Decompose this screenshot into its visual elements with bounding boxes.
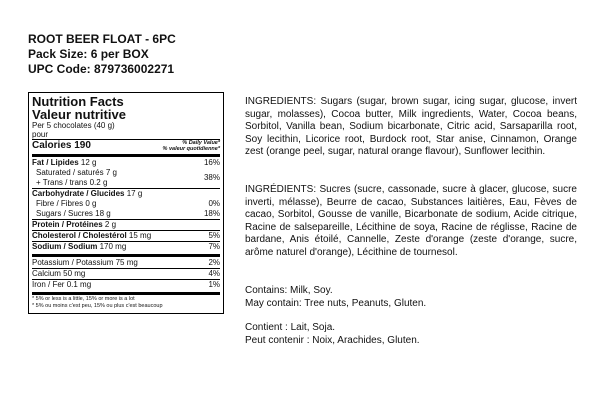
nutrient-amount: 2 g: [104, 220, 117, 229]
nutrient-amount: 12 g: [80, 158, 97, 167]
divider: [32, 154, 220, 157]
nutrient-amount: 15 mg: [128, 231, 152, 240]
may-contain-en: May contain: Tree nuts, Peanuts, Gluten.: [245, 297, 427, 309]
nutrient-row: [32, 199, 220, 209]
nutrient-label: Potassium / Potassium: [32, 258, 114, 267]
nutrient-amount: 17 g: [126, 189, 143, 198]
nutrition-title-fr: Valeur nutritive: [32, 107, 126, 122]
footnote-fr: * 5% ou moins c'est peu, 15% ou plus c'est beaucoup: [32, 303, 163, 309]
divider: [32, 292, 220, 295]
nutrient-label: Calcium: [32, 269, 61, 278]
nutrient-label: Fat / Lipides: [32, 158, 79, 167]
nutrient-label: Saturated / saturés: [36, 168, 104, 177]
divider: [32, 254, 220, 257]
nutrient-label: Sodium / Sodium: [32, 242, 98, 251]
ingredients-fr-text: INGRÉDIENTS: Sucres (sucre, cassonade, sucre à glacer, glucose, sucre inverti, mélasse), Beurre de cacao, Substances laitières, Eau, Fèves de cacao, Sorbitol, Gousse de vanille, Bicarbonate de sodium, Acide citrique, Racine de salsepareille, Lécithine de soya, Racine de réglisse, Racine de bardane, Anis étoilé, Cannelle, Zeste d'orange (zeste d'orange, sucre, arôme naturel d'orange), Lécithine de tournesol.: [245, 184, 577, 258]
nutrient-pct: 5%: [208, 231, 220, 240]
nutrient-row: [32, 209, 220, 219]
nutrient-pct: 1%: [208, 280, 220, 289]
nutrient-pct: 4%: [208, 269, 220, 278]
nutrient-label: Iron / Fer: [32, 280, 65, 289]
pack-size: Pack Size: 6 per BOX: [28, 47, 149, 61]
nutrient-pct: 38%: [203, 173, 220, 182]
ingredients-en-text: INGREDIENTS: Sugars (sugar, brown sugar, icing sugar, glucose, invert sugar, molasses), Cocoa butter, Milk ingredients, Water, Cocoa beans, Sorbitol, Vanilla bean, Sodium bicarbonate, Citric acid, Sarsaparilla root, Soy lecithin, Licorice root, Burdock root, Star anise, Cinnamon, Orange zest (orange peel, sugar, natural orange flavour), Sunflower lecithin.: [245, 96, 577, 158]
product-header: [28, 32, 176, 77]
nutrient-row: [32, 158, 220, 168]
nutrient-pct: 16%: [203, 158, 220, 167]
nutrient-amount: 0 g: [85, 199, 97, 208]
nutrient-amount: 0.2 g: [89, 178, 108, 187]
nutrient-group-fats: [32, 168, 220, 188]
nutrient-amount: 18 g: [95, 209, 111, 218]
nutrient-row: [32, 280, 220, 290]
nutrient-pct: 2%: [208, 258, 220, 267]
contains-fr: Contient : Lait, Soja.: [245, 322, 336, 333]
nutrient-amount: 75 mg: [115, 258, 138, 267]
allergens-en: [245, 285, 426, 310]
nutrient-row: [32, 220, 220, 230]
nutrient-label: Carbohydrate / Glucides: [32, 189, 125, 198]
nutrient-row: [32, 189, 220, 199]
nutrient-row: [32, 242, 220, 252]
nutrient-amount: 50 mg: [63, 269, 86, 278]
dv-header: [163, 140, 220, 152]
nutrition-title-en: Nutrition Facts: [32, 94, 124, 109]
nutrient-label: Protein / Protéines: [32, 220, 103, 229]
nutrient-label: Fibre / Fibres: [36, 199, 84, 208]
serving-size: Per 5 chocolates (40 g): [32, 121, 115, 130]
nutrition-facts-table: [28, 92, 224, 314]
calories: Calories 190: [32, 140, 91, 151]
nutrient-amount: 0.1 mg: [66, 280, 92, 289]
nutrient-label: + Trans / trans: [36, 178, 88, 187]
nutrient-row: [32, 258, 220, 268]
nutrient-pct: 7%: [208, 242, 220, 251]
upc-code: UPC Code: 879736002271: [28, 62, 175, 76]
ingredients-en: [245, 96, 577, 159]
nutrient-row: [32, 231, 220, 241]
nutrient-pct: 0%: [208, 199, 220, 208]
dv-header-fr: % valeur quotidienne*: [162, 146, 220, 152]
nutrient-amount: 7 g: [105, 168, 117, 177]
nutrient-amount: 170 mg: [99, 242, 127, 251]
serving-pour: pour: [32, 130, 49, 139]
ingredients-fr: [245, 184, 577, 260]
may-contain-fr: Peut contenir : Noix, Arachides, Gluten.: [245, 334, 420, 346]
dv-header-en: % Daily Value*: [182, 140, 220, 146]
calories-row: [32, 140, 220, 152]
nutrient-pct: 18%: [203, 209, 220, 218]
nutrient-label: Sugars / Sucres: [36, 209, 93, 218]
product-title: ROOT BEER FLOAT - 6PC: [28, 32, 176, 46]
contains-en: Contains: Milk, Soy.: [245, 285, 333, 296]
footnote-en: * 5% or less is a little, 15% or more is a lot: [32, 296, 135, 302]
nutrient-label: Cholesterol / Cholestérol: [32, 231, 127, 240]
allergens-fr: [245, 322, 420, 347]
nutrient-row: [32, 269, 220, 279]
